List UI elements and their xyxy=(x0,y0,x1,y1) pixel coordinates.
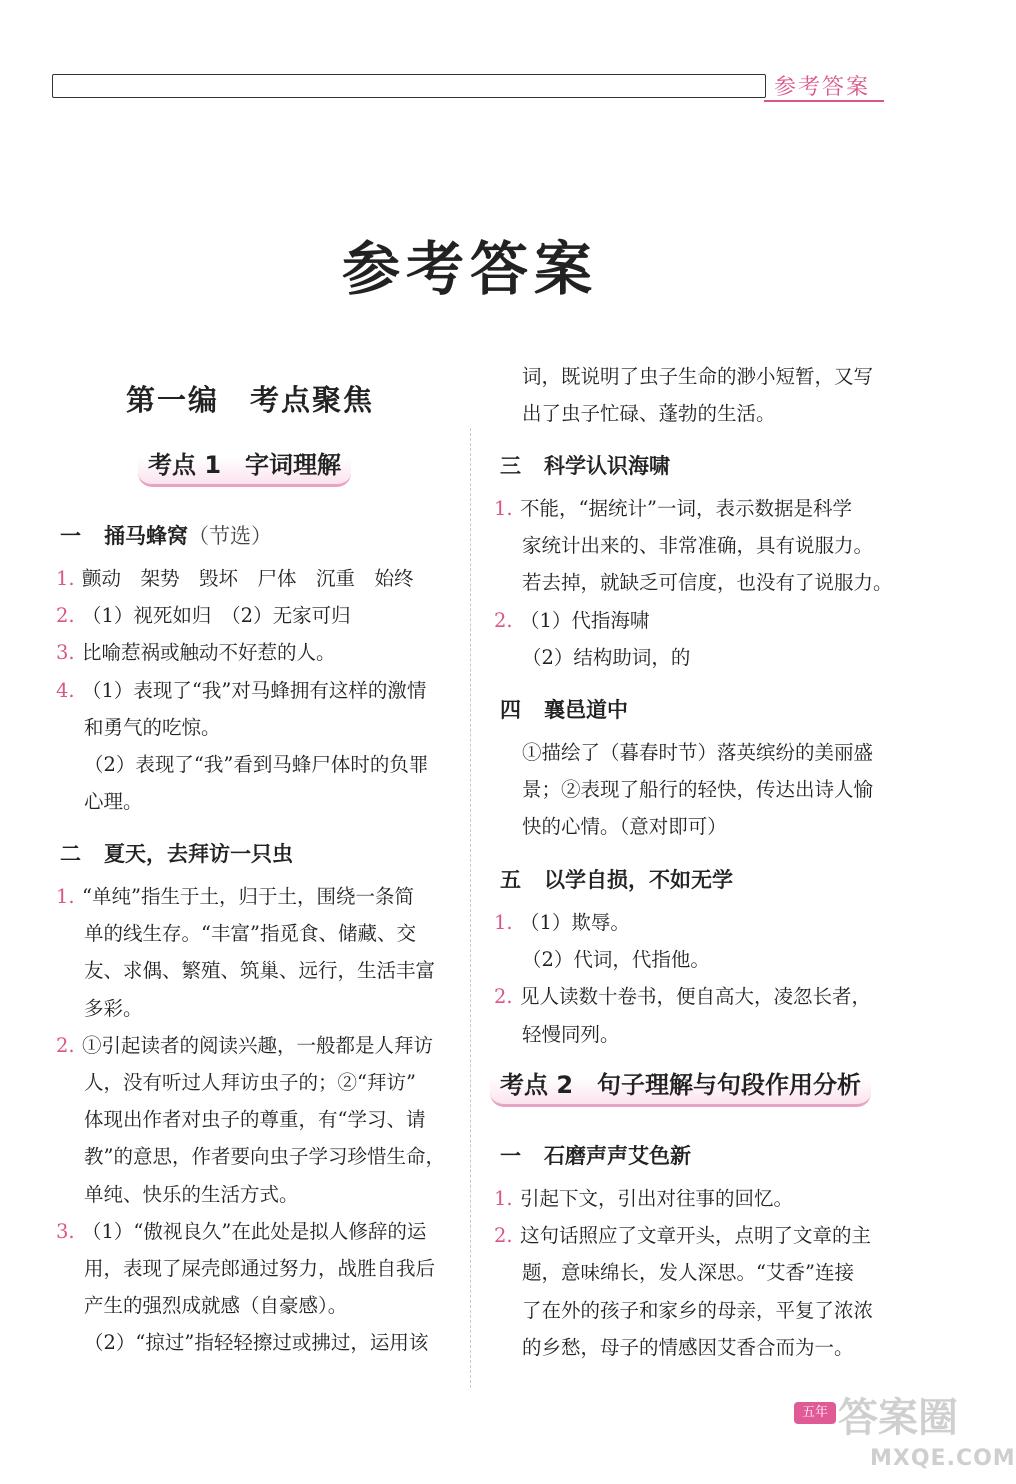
question-number: 2. xyxy=(494,985,513,1009)
answer-text: 家统计出来的、非常准确，具有说服力。 xyxy=(522,534,874,558)
answer-text: 引起下文，引出对往事的回忆。 xyxy=(520,1187,794,1210)
section-title: 科学认识海啸 xyxy=(544,454,670,478)
answer-line xyxy=(494,1180,793,1217)
section-mark: 一 xyxy=(500,1144,521,1168)
section-heading xyxy=(60,838,293,868)
section-heading-kd2: 考点 2 句子理解与句段作用分析 xyxy=(490,1066,871,1107)
answer-text: 单纯、快乐的生活方式。 xyxy=(84,1182,299,1206)
answer-line xyxy=(56,952,435,989)
answer-line xyxy=(56,1213,426,1250)
question-number: 2. xyxy=(56,1033,75,1057)
answer-line xyxy=(494,564,893,601)
grade-badge: 五年 xyxy=(794,1402,836,1424)
header-label: 参考答案 xyxy=(774,75,871,100)
section-heading-kd1: 考点 1 字词理解 xyxy=(138,446,351,487)
answer-line xyxy=(494,395,776,432)
answer-line xyxy=(494,1254,854,1291)
answer-text: “单纯”指生于土，归于土，围绕一条简 xyxy=(82,885,414,908)
answer-line xyxy=(56,1176,299,1213)
answer-text: 单的线生存。“丰富”指觅食、储藏、交 xyxy=(84,922,416,946)
answer-text: （2）表现了“我”看到马蜂尸体时的负罪 xyxy=(84,753,429,776)
answer-line xyxy=(494,904,630,941)
answer-line xyxy=(494,771,873,808)
section-note: （节选） xyxy=(188,524,272,548)
answer-text: 产生的强烈成就感（自豪感）。 xyxy=(84,1294,348,1318)
answer-text: 心理。 xyxy=(84,790,143,814)
section-heading xyxy=(60,520,272,550)
section-title: 襄邑道中 xyxy=(544,698,628,722)
answer-line xyxy=(494,527,873,564)
answer-text: 题，意味绵长，发人深思。“艾香”连接 xyxy=(522,1261,854,1285)
answer-text: 轻慢同列。 xyxy=(522,1022,620,1046)
answer-text: 不能，“据统计”一词，表示数据是科学 xyxy=(520,497,852,520)
section-mark: 五 xyxy=(500,868,521,892)
answer-line xyxy=(56,560,414,597)
section-heading xyxy=(500,864,733,894)
answer-line xyxy=(494,808,727,845)
answer-text: 的乡愁，母子的情感因艾香合而为一。 xyxy=(522,1335,854,1359)
section-title: 石磨声声艾色新 xyxy=(544,1144,691,1168)
answer-text: （2）“掠过”指轻轻擦过或拂过，运用该 xyxy=(84,1331,429,1355)
answer-line xyxy=(494,978,871,1015)
part-title: 第一编 考点聚焦 xyxy=(126,383,375,417)
answer-text: （1）代指海啸 xyxy=(520,608,650,632)
answer-line xyxy=(56,1101,425,1138)
answer-text: 这句话照应了文章开头，点明了文章的主 xyxy=(520,1224,872,1248)
question-number: 1. xyxy=(494,1187,513,1210)
answer-line xyxy=(494,941,710,978)
section-mark: 三 xyxy=(500,454,521,478)
section-heading xyxy=(500,450,670,480)
answer-text: （1）视死如归 （2）无家可归 xyxy=(82,604,351,628)
answer-line xyxy=(494,358,873,395)
section-title: 夏天，去拜访一只虫 xyxy=(104,842,293,866)
answer-text: 体现出作者对虫子的尊重，有“学习、请 xyxy=(84,1108,426,1132)
answer-line xyxy=(494,1292,873,1329)
answer-line xyxy=(56,1138,445,1175)
answer-line xyxy=(494,1217,871,1254)
answer-line xyxy=(494,1329,854,1366)
column-divider xyxy=(470,428,471,1388)
answer-line xyxy=(56,746,428,783)
question-number: 1. xyxy=(56,885,75,908)
section-heading xyxy=(500,1140,691,1170)
page-title: 参考答案 xyxy=(341,235,598,303)
answer-text: 教”的意思，作者要向虫子学习珍惜生命， xyxy=(84,1145,445,1169)
answer-line xyxy=(494,602,649,639)
answer-line xyxy=(56,783,143,820)
question-number: 1. xyxy=(56,567,75,590)
question-number: 3. xyxy=(56,641,75,665)
answer-text: 多彩。 xyxy=(84,996,143,1020)
answer-text: 比喻惹祸或触动不好惹的人。 xyxy=(82,641,336,665)
answer-line xyxy=(56,1287,347,1324)
answer-line xyxy=(56,1324,428,1361)
answer-text: 词，既说明了虫子生命的渺小短暂，又写 xyxy=(522,365,874,388)
header-underline xyxy=(764,100,884,102)
answer-text: ①描绘了（暮春时节）落英缤纷的美丽盛 xyxy=(522,741,874,764)
question-number: 1. xyxy=(494,497,513,520)
answer-line xyxy=(56,597,351,634)
answer-text: （1）欺辱。 xyxy=(520,911,630,934)
answer-text: 颤动 架势 毁坏 尸体 沉重 始终 xyxy=(82,567,414,590)
watermark-url: MXQE.COM xyxy=(870,1446,1016,1471)
answer-line xyxy=(56,672,426,709)
answer-text: 若去掉，就缺乏可信度，也没有了说服力。 xyxy=(522,571,893,595)
section-heading xyxy=(500,694,628,724)
answer-line xyxy=(494,1016,620,1053)
header-bar xyxy=(52,74,766,98)
section-mark: 二 xyxy=(60,842,81,866)
answer-text: 友、求偶、繁殖、筑巢、远行，生活丰富 xyxy=(84,959,436,983)
question-number: 2. xyxy=(494,1224,513,1248)
question-number: 1. xyxy=(494,911,513,934)
answer-text: （2）结构助词，的 xyxy=(522,645,691,669)
answer-line xyxy=(494,734,873,771)
section-mark: 四 xyxy=(500,698,521,722)
answer-text: 快的心情。（意对即可） xyxy=(522,815,727,839)
answer-text: 人，没有听过人拜访虫子的；②“拜访” xyxy=(84,1071,416,1094)
section-title: 以学自损，不如无学 xyxy=(544,868,733,892)
answer-line xyxy=(56,878,414,915)
answer-line xyxy=(494,490,852,527)
watermark-logo: 答案圈 xyxy=(838,1395,958,1441)
answer-text: （1）表现了“我”对马蜂拥有这样的激情 xyxy=(82,678,427,702)
answer-text: （2）代词，代指他。 xyxy=(522,948,710,972)
section-title: 捅马蜂窝 xyxy=(104,524,188,548)
answer-text: 了在外的孩子和家乡的母亲，平复了浓浓 xyxy=(522,1298,874,1322)
answer-text: （1）“傲视良久”在此处是拟人修辞的运 xyxy=(82,1219,427,1243)
question-number: 4. xyxy=(56,678,75,702)
answer-text: 景；②表现了船行的轻快，传达出诗人愉 xyxy=(522,778,874,802)
answer-text: 出了虫子忙碌、蓬勃的生活。 xyxy=(522,402,776,426)
answer-line xyxy=(56,709,221,746)
section-mark: 一 xyxy=(60,524,81,548)
answer-line xyxy=(494,639,690,676)
answer-text: 见人读数十卷书，便自高大，凌忽长者， xyxy=(520,985,872,1009)
question-number: 3. xyxy=(56,1219,75,1243)
answer-line xyxy=(56,990,143,1027)
answer-line xyxy=(56,1064,416,1101)
question-number: 2. xyxy=(494,608,513,632)
answer-line xyxy=(56,915,416,952)
answer-text: 用，表现了屎壳郎通过努力，战胜自我后 xyxy=(84,1257,436,1280)
answer-line xyxy=(56,634,336,671)
answer-line xyxy=(56,1027,433,1064)
answer-line xyxy=(56,1250,435,1287)
answer-text: 和勇气的吃惊。 xyxy=(84,715,221,739)
answer-text: ①引起读者的阅读兴趣，一般都是人拜访 xyxy=(82,1033,434,1057)
question-number: 2. xyxy=(56,604,75,628)
